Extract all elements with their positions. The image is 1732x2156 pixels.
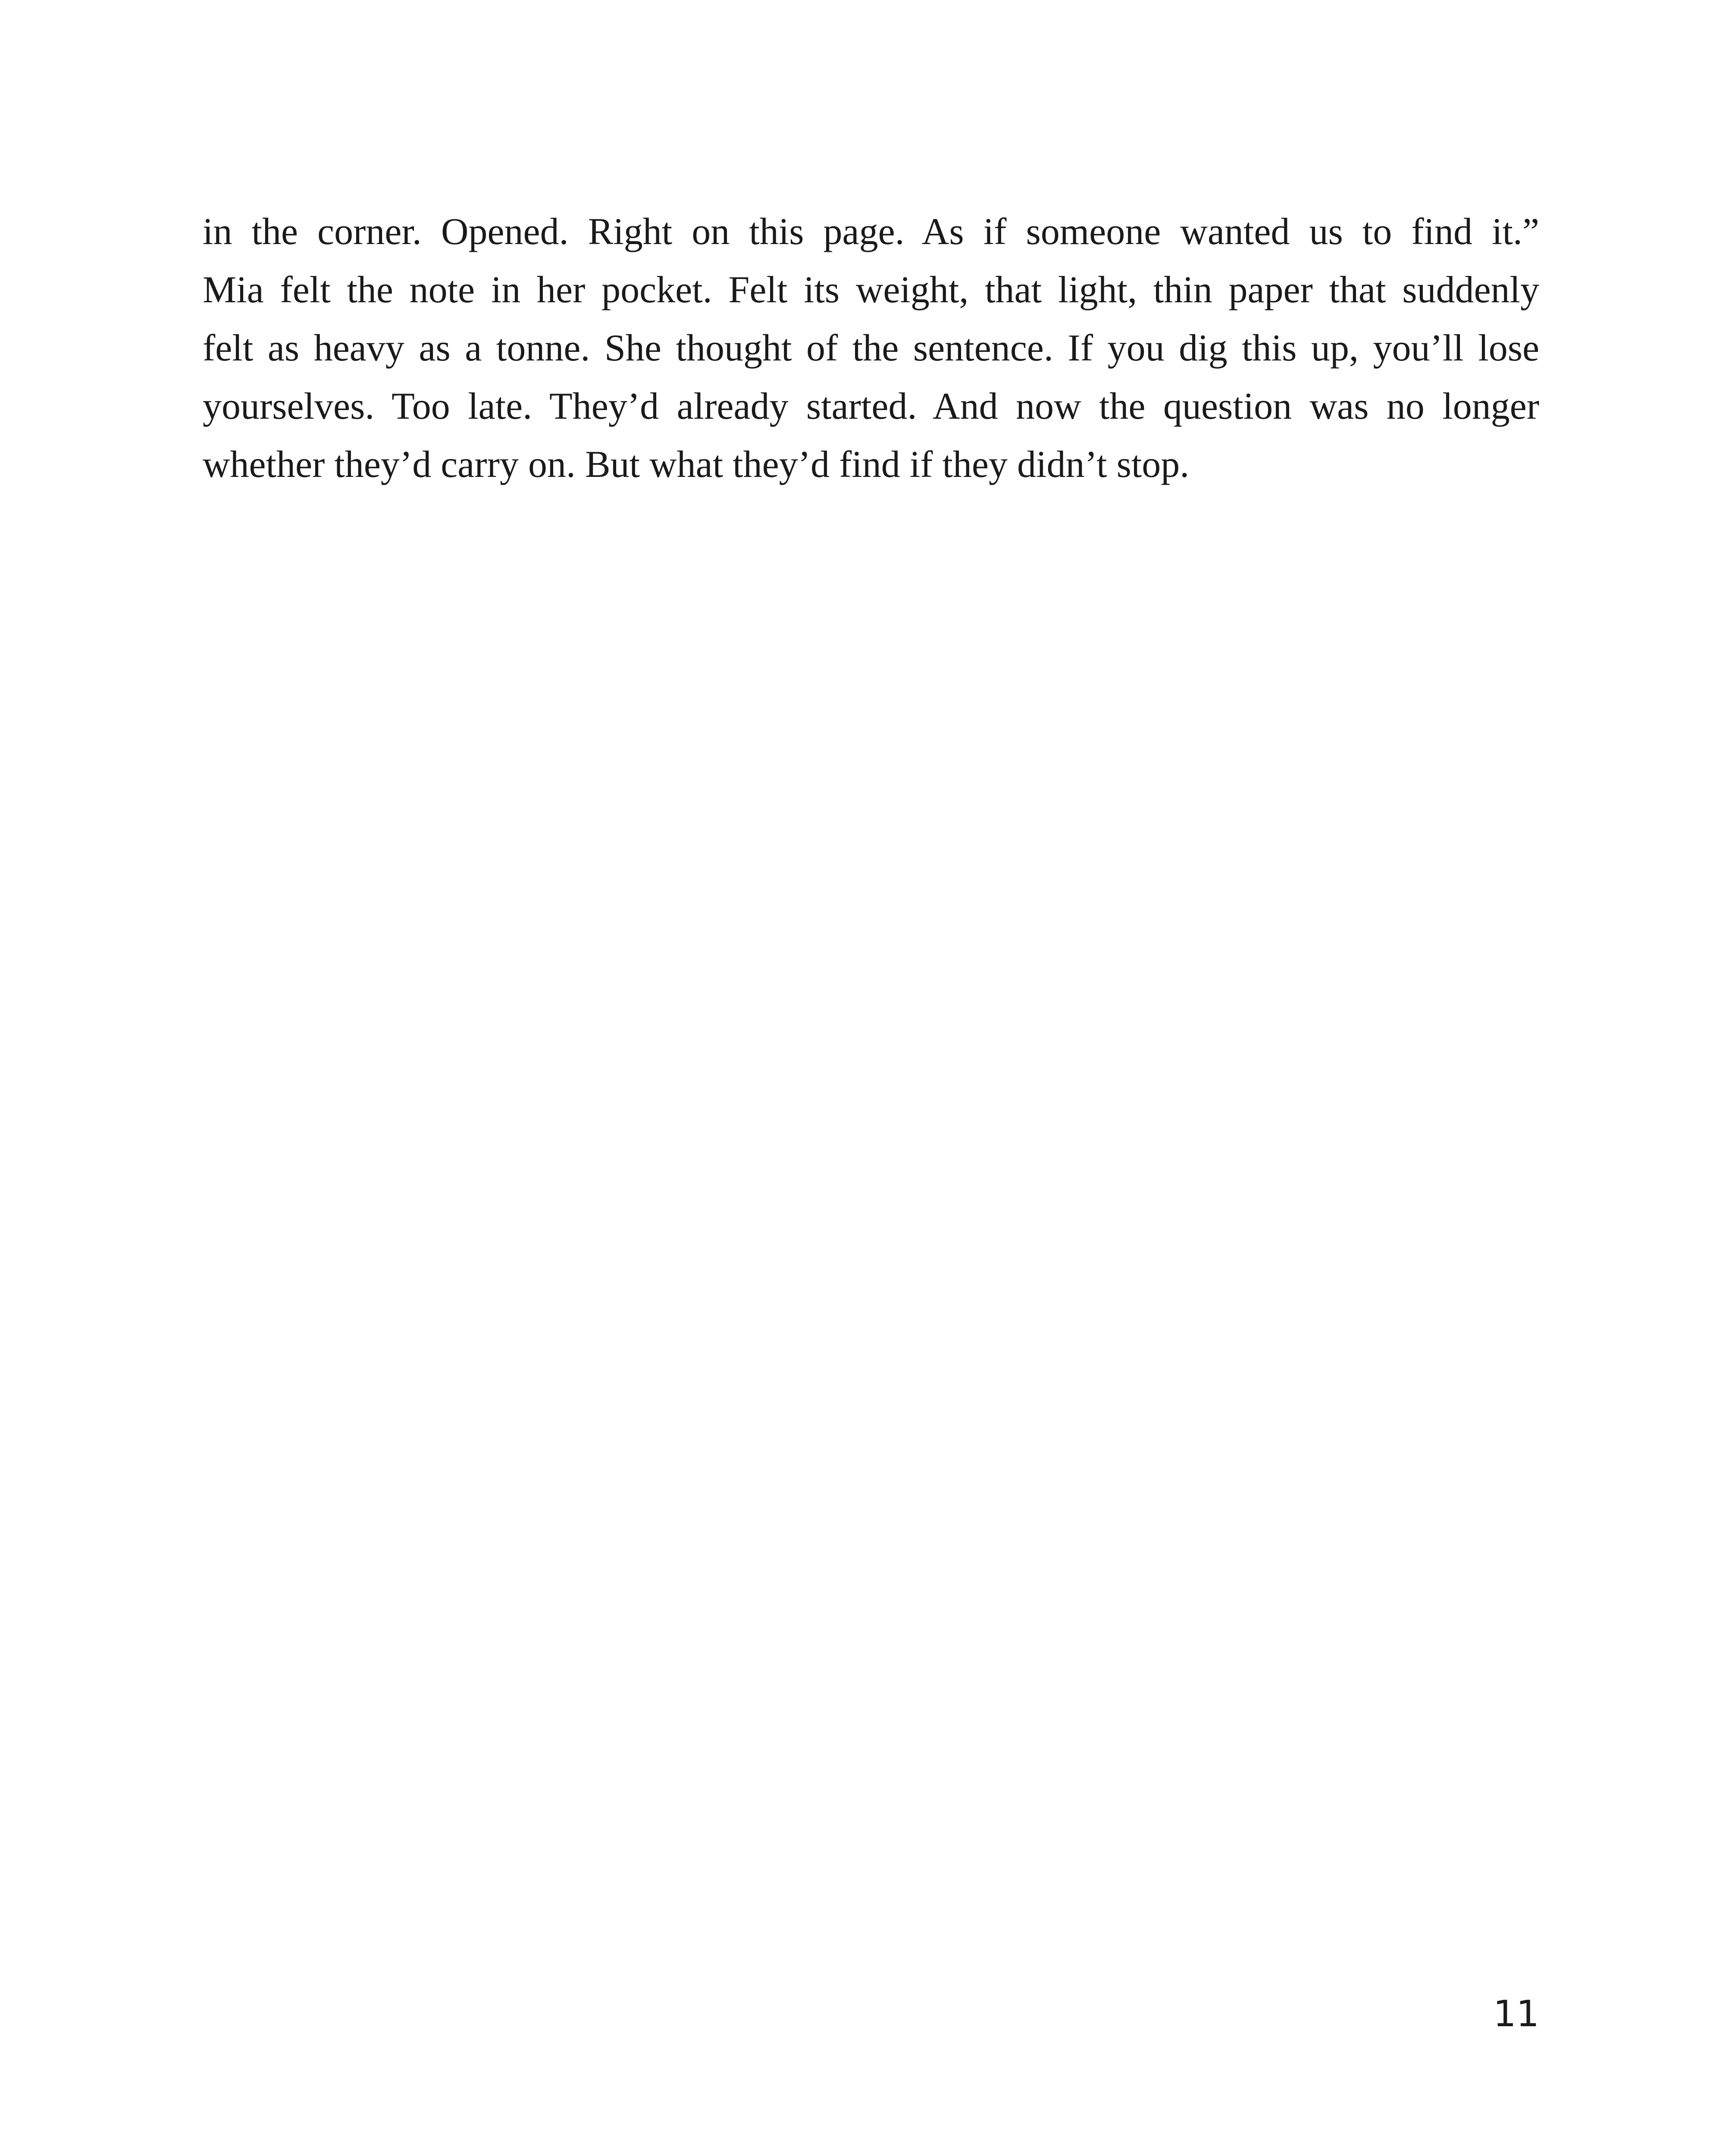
text-line: yourselves. Too late. They’d already started. And now the question was no longer <box>203 385 1539 427</box>
text-line: whether they’d carry on. But what they’d find if they didn’t stop. <box>203 444 1190 486</box>
text-line: Mia felt the note in her pocket. Felt its weight, that light, thin paper that suddenly <box>203 269 1539 311</box>
body-paragraph <box>203 203 1539 494</box>
text-line: in the corner. Opened. Right on this page. As if someone wanted us to find it.” <box>203 211 1539 253</box>
text-line: felt as heavy as a tonne. She thought of the sentence. If you dig this up, you’ll lose <box>203 327 1539 369</box>
page-number: 11 <box>1493 1993 1539 2035</box>
